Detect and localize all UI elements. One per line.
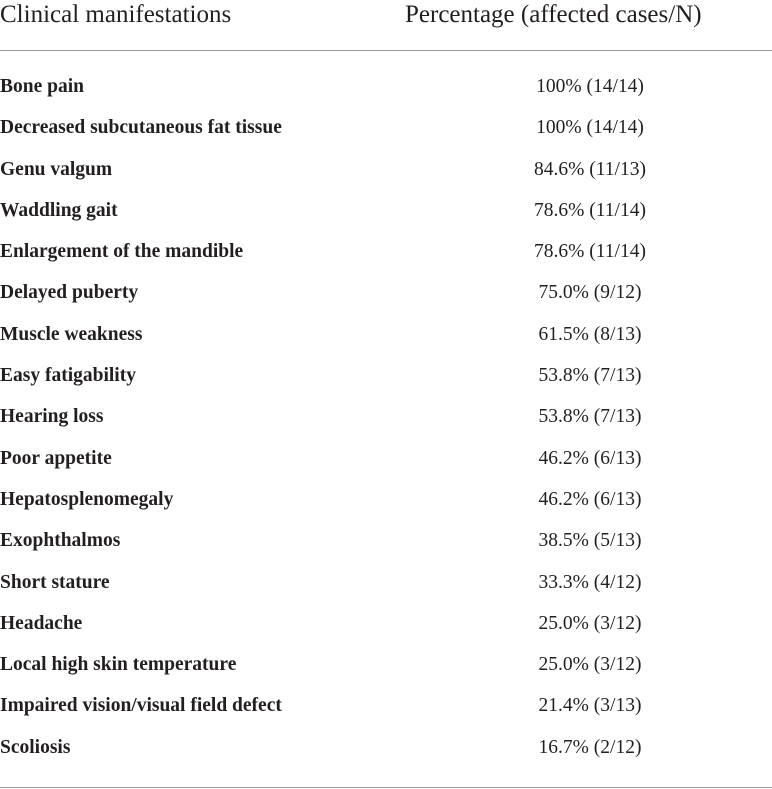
table-row <box>0 397 772 438</box>
manifestation-cell: Scoliosis <box>0 736 71 758</box>
table-row <box>0 108 772 149</box>
table-row <box>0 563 772 604</box>
table-header <box>0 0 772 50</box>
manifestation-cell: Waddling gait <box>0 199 118 221</box>
manifestation-cell: Local high skin temperature <box>0 654 237 676</box>
percentage-cell: 84.6% (11/13) <box>534 158 646 180</box>
percentage-cell: 53.8% (7/13) <box>538 406 642 428</box>
percentage-cell: 78.6% (11/14) <box>534 199 646 221</box>
table-row <box>0 728 772 769</box>
table-row <box>0 150 772 191</box>
table-row <box>0 521 772 562</box>
manifestation-cell: Hepatosplenomegaly <box>0 488 174 510</box>
table-bottom-rule <box>0 787 772 788</box>
percentage-cell: 75.0% (9/12) <box>538 282 642 304</box>
percentage-cell: 21.4% (3/13) <box>538 695 642 717</box>
percentage-cell: 53.8% (7/13) <box>538 365 642 387</box>
manifestation-cell: Muscle weakness <box>0 323 143 345</box>
manifestation-cell: Hearing loss <box>0 406 104 428</box>
table-row <box>0 315 772 356</box>
percentage-cell: 46.2% (6/13) <box>538 488 642 510</box>
header-divider <box>0 50 772 51</box>
manifestation-cell: Short stature <box>0 571 110 593</box>
manifestation-cell: Genu valgum <box>0 158 113 180</box>
manifestation-cell: Bone pain <box>0 76 84 97</box>
percentage-cell: 100% (14/14) <box>536 76 644 97</box>
percentage-cell: 25.0% (3/12) <box>538 612 642 634</box>
manifestation-cell: Impaired vision/visual field defect <box>0 695 282 717</box>
percentage-cell: 33.3% (4/12) <box>538 571 642 593</box>
manifestation-cell: Enlargement of the mandible <box>0 241 244 263</box>
table-row <box>0 604 772 645</box>
percentage-cell: 46.2% (6/13) <box>538 447 642 469</box>
table-row <box>0 67 772 108</box>
percentage-cell: 16.7% (2/12) <box>538 736 642 758</box>
table-row <box>0 439 772 480</box>
manifestation-cell: Poor appetite <box>0 447 112 469</box>
table-row <box>0 686 772 727</box>
percentage-cell: 38.5% (5/13) <box>538 530 642 552</box>
header-clinical-manifestations: Clinical manifestations <box>0 1 232 28</box>
percentage-cell: 61.5% (8/13) <box>538 323 642 345</box>
manifestation-cell: Exophthalmos <box>0 530 121 552</box>
table-row <box>0 232 772 273</box>
manifestation-cell: Easy fatigability <box>0 365 136 387</box>
table-row <box>0 191 772 232</box>
manifestation-cell: Headache <box>0 612 83 634</box>
table-row <box>0 273 772 314</box>
manifestation-cell: Decreased subcutaneous fat tissue <box>0 117 282 139</box>
percentage-cell: 78.6% (11/14) <box>534 241 646 263</box>
manifestation-cell: Delayed puberty <box>0 282 139 304</box>
table-row <box>0 480 772 521</box>
table-row <box>0 645 772 686</box>
percentage-cell: 25.0% (3/12) <box>538 654 642 676</box>
table-body <box>0 67 772 769</box>
percentage-cell: 100% (14/14) <box>536 117 644 139</box>
table-row <box>0 356 772 397</box>
header-percentage: Percentage (affected cases/N) <box>405 1 702 28</box>
